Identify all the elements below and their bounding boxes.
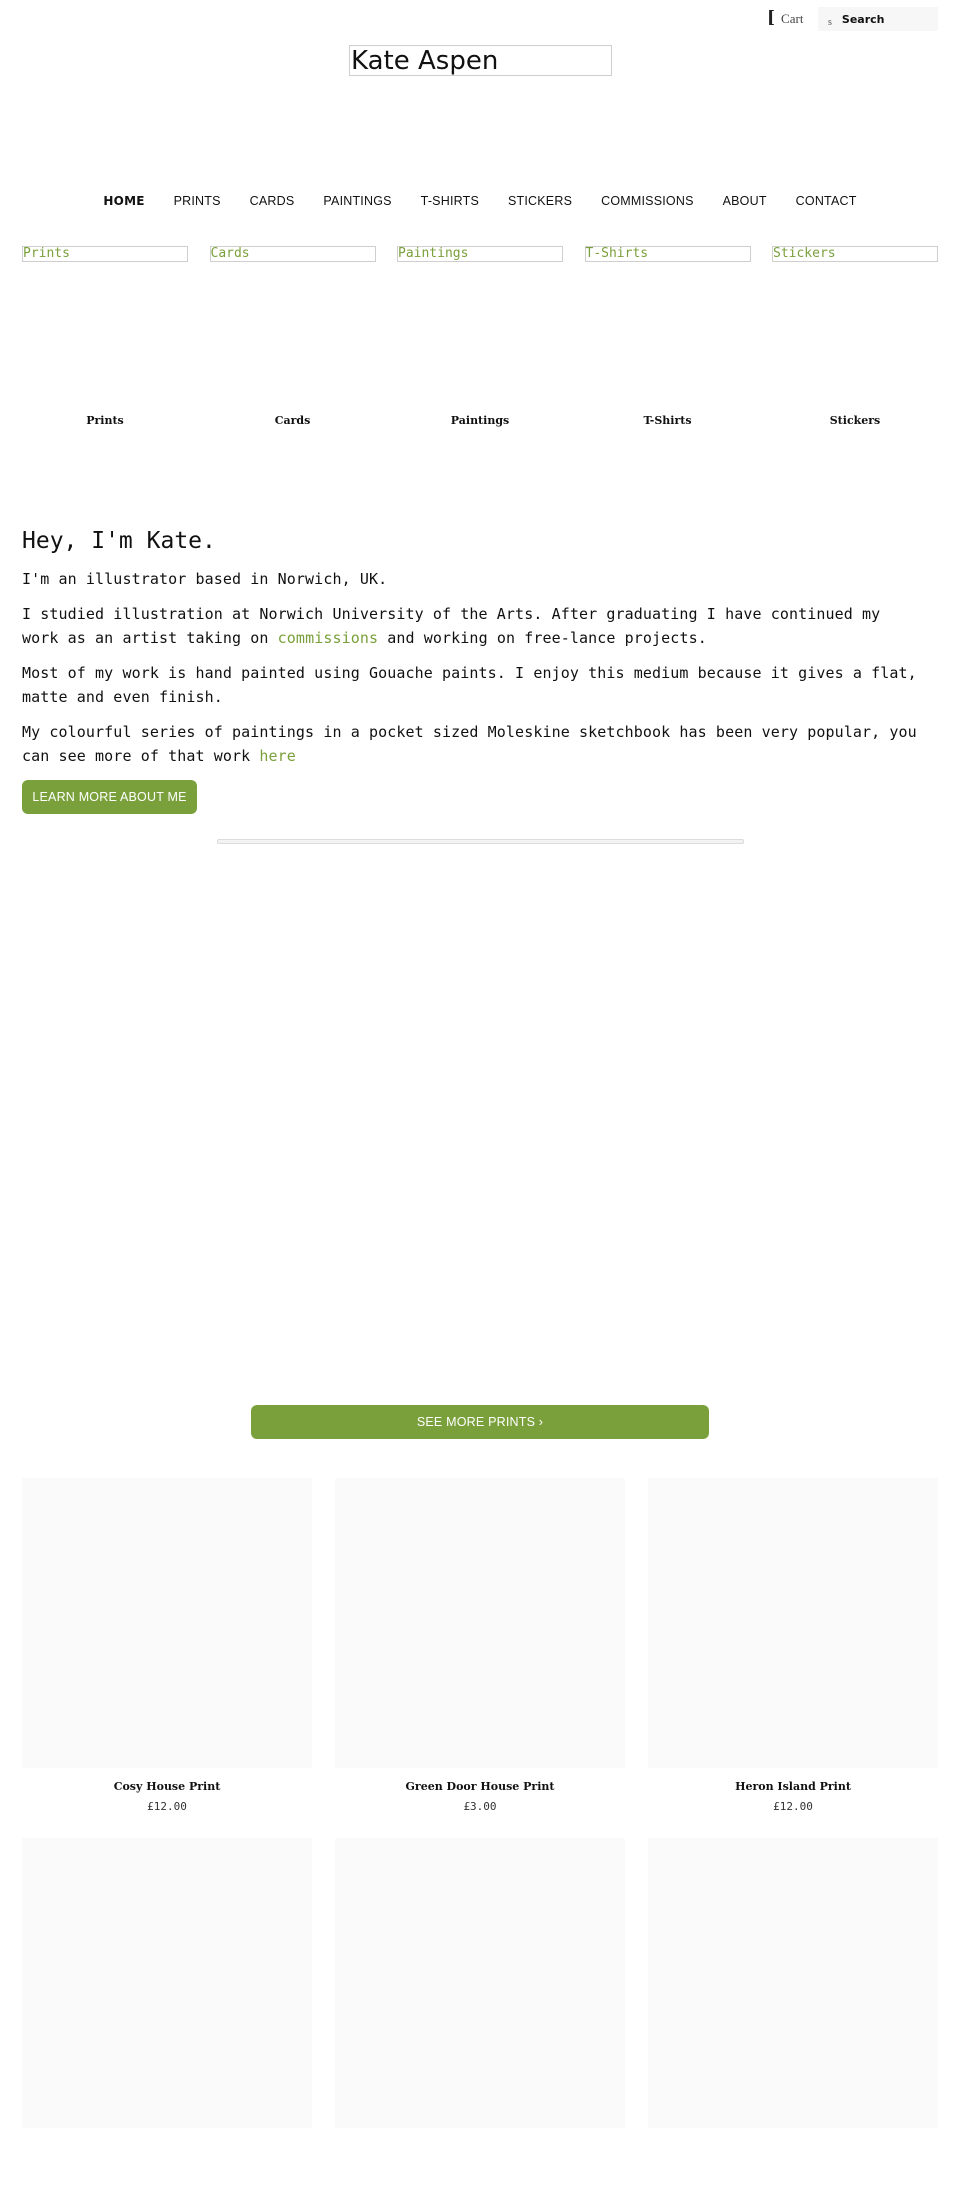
nav-item-contact[interactable]: CONTACT [795,194,857,208]
about-paragraph-2 [22,602,922,650]
about-heading: Hey, I'm Kate. [22,528,216,554]
about-paragraph-4 [22,720,922,768]
about-p2-text: I studied illustration at Norwich University of the Arts. After graduating I have continued my work as an artist taking on [22,605,881,647]
about-paragraph-1: I'm an illustrator based in Norwich, UK. [22,570,388,588]
cart-icon: [ [767,8,776,28]
cart-link[interactable] [767,10,803,27]
see-more-prints-button[interactable]: SEE MORE PRINTS › [251,1405,709,1439]
main-nav [0,194,960,208]
product-price: £12.00 [773,1800,813,1813]
nav-item-t-shirts[interactable]: T-SHIRTS [420,194,479,208]
collection-cards[interactable] [210,246,376,427]
learn-more-button[interactable]: LEARN MORE ABOUT ME [22,780,197,814]
product-image[interactable] [22,1838,312,2128]
nav-item-prints[interactable]: PRINTS [173,194,221,208]
collection-title[interactable]: Stickers [829,414,881,427]
collection-title[interactable]: T-Shirts [643,414,692,427]
collection-paintings[interactable] [397,246,563,427]
product-price: £3.00 [463,1800,497,1813]
about-p2-text-end: and working on free-lance projects. [378,629,707,647]
nav-item-about[interactable]: ABOUT [722,194,767,208]
product-image[interactable] [335,1478,625,1768]
nav-item-paintings[interactable]: PAINTINGS [323,194,392,208]
section-divider [217,839,744,844]
collection-image-broken[interactable]: Prints [22,246,188,262]
product-card[interactable] [22,1478,312,1838]
top-bar [0,0,960,36]
product-image[interactable] [648,1838,938,2128]
about-p4-text: My colourful series of paintings in a pocket sized Moleskine sketchbook has been very popular, you can see more of that work [22,723,917,765]
product-card[interactable] [648,1838,938,2198]
collection-image-broken[interactable]: Cards [210,246,376,262]
nav-item-cards[interactable]: CARDS [249,194,295,208]
collection-t-shirts[interactable] [585,246,751,427]
product-image[interactable] [22,1478,312,1768]
product-card[interactable] [648,1478,938,1838]
nav-item-home[interactable]: HOME [103,194,145,208]
cart-label: Cart [781,10,804,26]
site-logo-text: Kate Aspen [351,45,499,76]
collection-image-broken[interactable]: Stickers [772,246,938,262]
collection-image-broken[interactable]: T-Shirts [585,246,751,262]
nav-item-commissions[interactable]: COMMISSIONS [601,194,694,208]
commissions-link[interactable]: commissions [277,629,379,647]
product-title[interactable]: Cosy House Print [113,1780,221,1793]
product-price: £12.00 [147,1800,187,1813]
site-logo[interactable] [349,45,612,76]
nav-item-stickers[interactable]: STICKERS [508,194,573,208]
about-section [22,528,922,779]
product-title[interactable]: Heron Island Print [735,1780,851,1793]
collection-stickers[interactable] [772,246,938,427]
collection-image-broken[interactable]: Paintings [397,246,563,262]
collection-title[interactable]: Paintings [450,414,510,427]
product-image[interactable] [648,1478,938,1768]
product-card[interactable] [335,1478,625,1838]
collection-title[interactable]: Cards [274,414,311,427]
product-image[interactable] [335,1838,625,2128]
moleskine-here-link[interactable]: here [259,747,296,765]
product-card[interactable] [22,1838,312,2198]
product-card[interactable] [335,1838,625,2198]
collection-grid [22,246,938,427]
product-title[interactable]: Green Door House Print [405,1780,555,1793]
search-input[interactable] [842,13,932,26]
collection-title[interactable]: Prints [86,414,124,427]
collection-prints[interactable] [22,246,188,427]
search-icon[interactable]: s [828,16,832,28]
search-box[interactable] [818,7,938,31]
about-paragraph-3: Most of my work is hand painted using Gouache paints. I enjoy this medium because it gives a flat, matte and even finish. [22,664,917,706]
product-grid [22,1478,938,2198]
